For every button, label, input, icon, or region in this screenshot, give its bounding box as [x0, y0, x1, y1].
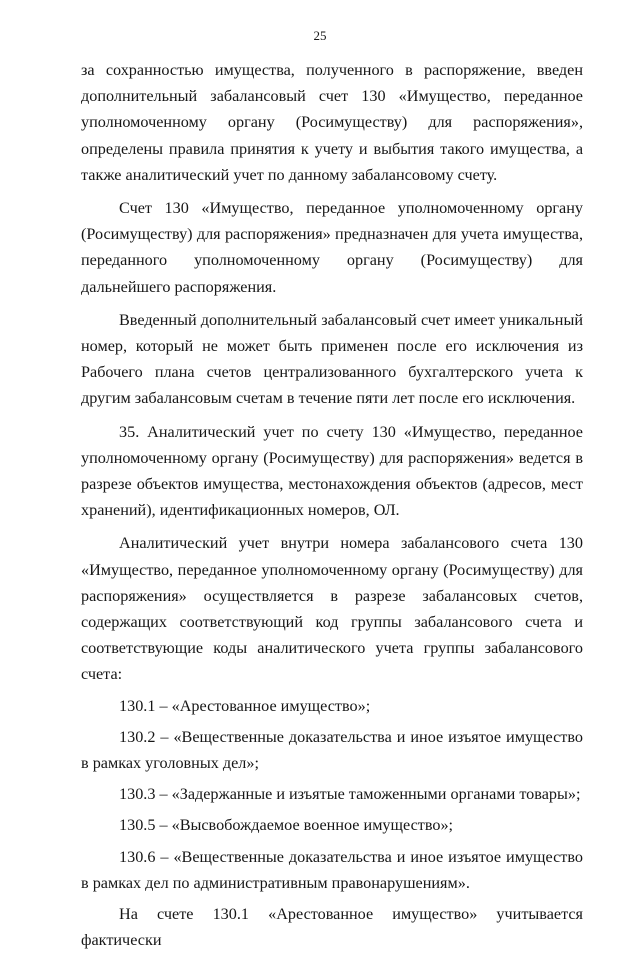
- list-item-130-1: 130.1 – «Арестованное имущество»;: [119, 696, 371, 715]
- paragraph-item-35: 35. Аналитический учет по счету 130 «Имущество, переданное уполномоченному органу (Росимуществу) для распоряжения» ведется в разрезе объектов имущества, местонахождения объектов (адресов, мест хранений), идентификационных номеров, ОЛ.: [81, 422, 583, 520]
- paragraph-account-130-purpose: Счет 130 «Имущество, переданное уполномоченному органу (Росимуществу) для распоряжения» предназначен для учета имущества, переданного уполномоченному органу (Росимуществу) для дальнейшего распоряжения.: [81, 199, 583, 296]
- list-item-130-2: 130.2 – «Вещественные доказательства и иное изъятое имущество в рамках уголовных дел»;: [81, 727, 583, 773]
- page-number: 25: [313, 28, 327, 43]
- paragraph-account-130-1: На счете 130.1 «Арестованное имущество» учитывается фактически: [81, 905, 583, 950]
- list-item-130-5: 130.5 – «Высвобождаемое военное имущество»;: [119, 816, 454, 835]
- document-body: [81, 57, 583, 954]
- list-item-130-6: 130.6 – «Вещественные доказательства и иное изъятое имущество в рамках дел по административным правонарушениям».: [81, 847, 583, 892]
- list-item-130-3: 130.3 – «Задержанные и изъятые таможенными органами товары»;: [119, 785, 581, 804]
- paragraph-unique-number: Введенный дополнительный забалансовый счет имеет уникальный номер, который не может быть применен после его исключения из Рабочего плана счетов централизованного бухгалтерского учета к другим забалансовым счетам в течение пяти лет после его исключения.: [81, 310, 583, 408]
- paragraph-analytic-accounting: Аналитический учет внутри номера забалансового счета 130 «Имущество, переданное уполномоченному органу (Росимуществу) для распоряжения» осуществляется в разрезе забалансовых счетов, содержащих соответствующий код группы забалансового счета и соответствующие коды аналитического учета группы забалансового счета:: [81, 534, 583, 684]
- paragraph-continuation: за сохранностью имущества, полученного в распоряжение, введен дополнительный забалансовый счет 130 «Имущество, переданное уполномоченному органу (Росимуществу) для распоряжения», определены правила принятия к учету и выбытия такого имущества, а также аналитический учет по данному забалансовому счету.: [81, 61, 583, 184]
